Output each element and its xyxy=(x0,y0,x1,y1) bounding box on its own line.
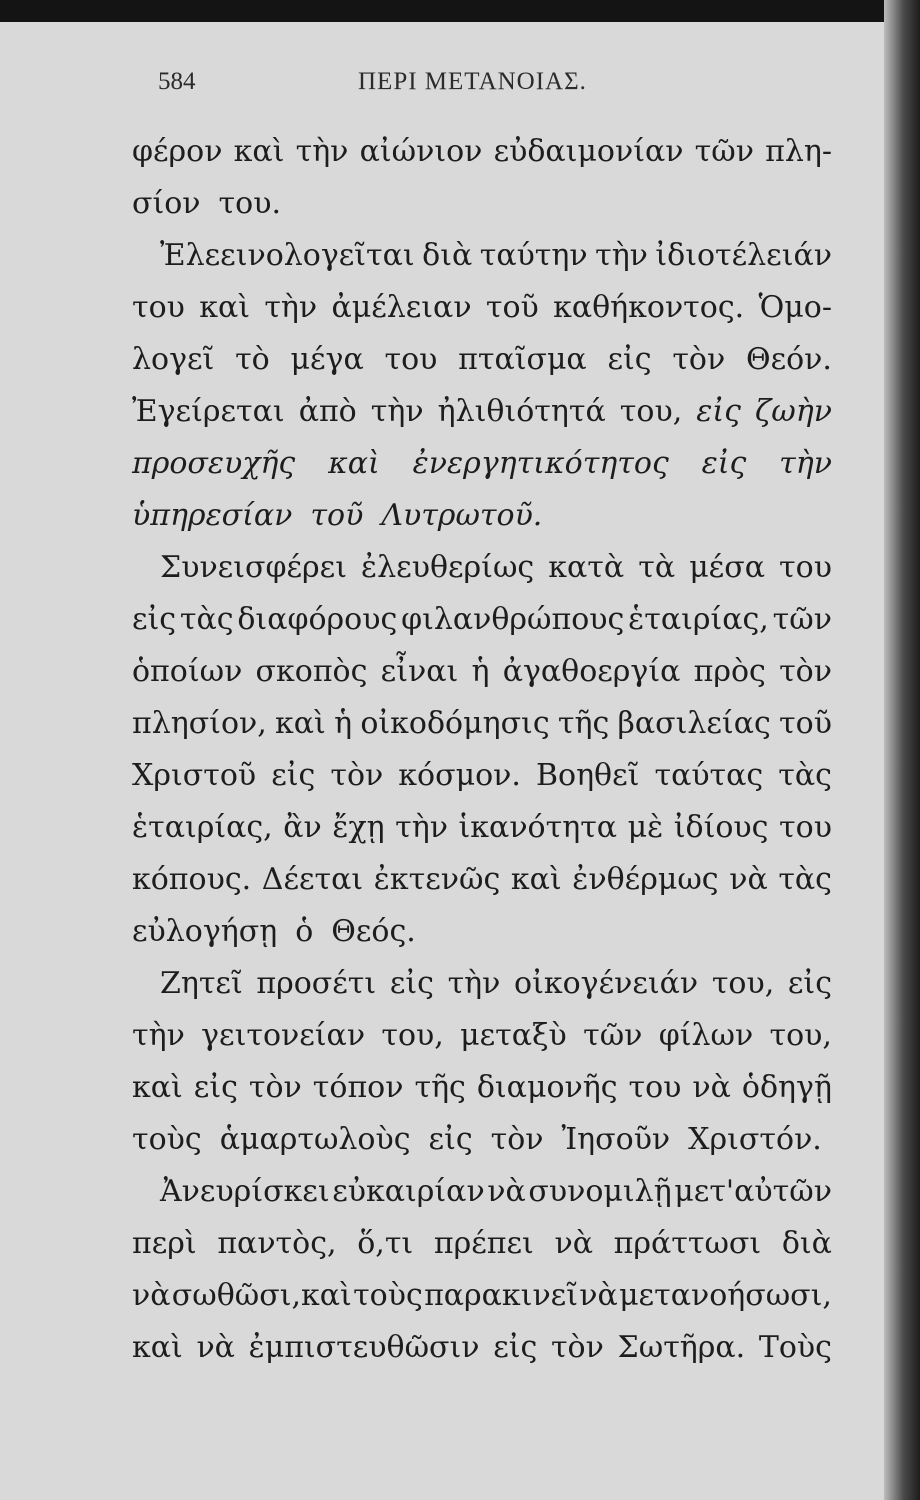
text-line xyxy=(132,1166,832,1218)
text-line xyxy=(132,386,832,438)
word: εἰς xyxy=(493,1330,538,1365)
word: μέσα xyxy=(689,550,765,585)
word: μέγα xyxy=(290,342,364,377)
text-line xyxy=(132,1062,832,1114)
word: φίλων xyxy=(658,1018,754,1053)
text-line xyxy=(132,126,832,178)
word: εἰς xyxy=(701,446,747,481)
text-line xyxy=(132,698,832,750)
word: ἡ xyxy=(334,706,353,741)
word: εἶναι xyxy=(380,654,459,689)
word: τῶν xyxy=(583,1018,643,1053)
word: τὸν xyxy=(550,1330,604,1365)
word: τὴν xyxy=(447,966,501,1001)
word: Ἐλεεινολογεῖται xyxy=(160,238,415,273)
word: Τοὺς xyxy=(758,1330,832,1365)
word: τὴν xyxy=(264,290,318,325)
word: τὸν xyxy=(672,342,726,377)
word: πλησίον, xyxy=(132,706,267,741)
word: ἰδίους xyxy=(673,810,769,845)
word: Λυτρωτοῦ. xyxy=(381,498,543,533)
word: εἰς xyxy=(132,602,177,637)
word: εἰς xyxy=(271,758,316,793)
word: του xyxy=(779,810,832,845)
word: εἰς xyxy=(696,394,741,429)
word: καὶ xyxy=(132,1330,183,1365)
word: τοὺς xyxy=(132,1122,202,1157)
word: του, xyxy=(769,1018,832,1053)
word: σκοπὸς xyxy=(255,654,368,689)
word: πταῖσμα xyxy=(458,342,587,377)
word: ἑταιρίας, xyxy=(628,602,769,637)
word: ἔχῃ xyxy=(332,810,385,845)
word: του, xyxy=(619,394,683,429)
word: ταύτην xyxy=(479,238,588,273)
word: διὰ xyxy=(781,1226,832,1261)
word: του, xyxy=(711,966,775,1001)
word: ἐκτενῶς xyxy=(373,862,501,897)
word: διὰ xyxy=(422,238,473,273)
word: εἰς xyxy=(607,342,652,377)
body-text xyxy=(132,126,832,1374)
word: φιλανθρώπους xyxy=(401,602,625,637)
word: ἂν xyxy=(283,810,322,845)
word: διαμονῆς xyxy=(476,1070,618,1105)
word: ἑταιρίας, xyxy=(132,810,273,845)
word: ἰδιοτέλειάν xyxy=(655,238,832,273)
word: ὁποίων xyxy=(132,654,243,689)
word: τῆς xyxy=(414,1070,466,1105)
text-line xyxy=(132,750,832,802)
word: Ὁμο- xyxy=(758,290,832,325)
word: του. xyxy=(218,186,281,221)
word: προσέτι xyxy=(256,966,377,1001)
word: εἰς xyxy=(428,1122,473,1157)
word: τὴν xyxy=(295,134,349,169)
word: ἁμαρτωλοὺς xyxy=(219,1122,411,1157)
word: πρέπει xyxy=(433,1226,534,1261)
word: πλη- xyxy=(765,134,832,169)
word: Ἰησοῦν xyxy=(561,1122,671,1157)
word: ὅ,τι xyxy=(357,1226,414,1261)
text-line xyxy=(132,1218,832,1270)
page-number: 584 xyxy=(158,68,196,95)
word: τὸ xyxy=(235,342,270,377)
word: του xyxy=(779,550,832,585)
word: νὰ xyxy=(729,862,768,897)
word: τὴν xyxy=(779,446,832,481)
word: τῆς xyxy=(557,706,610,741)
word: εὐλογήσῃ xyxy=(132,914,278,949)
word: Θεός. xyxy=(331,914,416,949)
word: ἱκανότητα xyxy=(458,810,618,845)
word: τῶν xyxy=(694,134,754,169)
text-line xyxy=(132,646,832,698)
word: παρακινεῖ xyxy=(424,1278,578,1313)
word: ὁ xyxy=(295,914,314,949)
text-line xyxy=(132,542,832,594)
word: τὸν xyxy=(490,1122,544,1157)
word: διαφόρους xyxy=(237,602,398,637)
word: τοῦ xyxy=(485,290,539,325)
text-line xyxy=(132,1114,832,1166)
word: νὰ xyxy=(132,1278,171,1313)
text-line xyxy=(132,906,832,958)
word: τὴν xyxy=(595,238,648,273)
word: καὶ xyxy=(275,706,326,741)
word: πράττωσι xyxy=(613,1226,762,1261)
word: αἰώνιον xyxy=(359,134,483,169)
word: ὑπηρεσίαν xyxy=(132,498,293,533)
word: σίον xyxy=(132,186,201,221)
word: κόπους. xyxy=(132,862,252,897)
word: Συνεισφέρει xyxy=(160,550,347,585)
page-gutter-shadow xyxy=(884,0,920,1500)
word: μετ'αὐτῶν xyxy=(674,1174,832,1209)
word: ἀμέλειαν xyxy=(331,290,472,325)
word: νὰ xyxy=(554,1226,593,1261)
scan-top-border xyxy=(0,0,920,22)
word: τὰ xyxy=(638,550,676,585)
word: ἐλευθερίως xyxy=(361,550,535,585)
word: τὴν xyxy=(370,394,424,429)
text-line xyxy=(132,854,832,906)
word: ἡ xyxy=(471,654,490,689)
word: ἐμπιστευθῶσιν xyxy=(248,1330,480,1365)
word: μεταξὺ xyxy=(460,1018,567,1053)
word: καὶ xyxy=(233,134,285,169)
word: Ἐγείρεται xyxy=(132,394,285,429)
word: του, xyxy=(381,1018,444,1053)
word: εὐδαιμονίαν xyxy=(493,134,684,169)
word: περὶ xyxy=(132,1226,197,1261)
page-header xyxy=(158,68,798,108)
word: καὶ xyxy=(510,862,562,897)
word: τόπον xyxy=(312,1070,404,1105)
word: παντὸς, xyxy=(217,1226,337,1261)
word: κατὰ xyxy=(548,550,625,585)
word: του xyxy=(132,290,185,325)
word: τὸν xyxy=(779,654,832,689)
word: νὰ xyxy=(579,1278,618,1313)
word: νὰ xyxy=(196,1330,235,1365)
word: ἐνθέρμως xyxy=(572,862,719,897)
word: λογεῖ xyxy=(132,342,215,377)
word: εὐκαιρίαν xyxy=(332,1174,485,1209)
word: οἰκοδόμησις xyxy=(360,706,550,741)
word: καὶ xyxy=(199,290,250,325)
word: τὰς xyxy=(778,758,832,793)
text-line xyxy=(132,490,832,542)
word: εἰς xyxy=(193,1070,238,1105)
word: τοῦ xyxy=(310,498,364,533)
word: Ἀνευρίσκει xyxy=(160,1174,330,1209)
word: νὰ xyxy=(487,1174,526,1209)
text-line xyxy=(132,802,832,854)
word: Χριστόν. xyxy=(688,1122,822,1157)
word: Δέεται xyxy=(261,862,364,897)
word: του xyxy=(384,342,438,377)
word: τὴν xyxy=(132,1018,185,1053)
text-line xyxy=(132,282,832,334)
word: τὰς xyxy=(778,862,832,897)
word: καὶ xyxy=(132,1070,183,1105)
word: καὶ xyxy=(328,446,380,481)
text-line xyxy=(132,334,832,386)
word: τοὺς xyxy=(353,1278,423,1313)
text-line xyxy=(132,594,832,646)
word: ἀγαθοεργία xyxy=(502,654,681,689)
word: ταύτας xyxy=(654,758,764,793)
word: σωθῶσι,καὶ xyxy=(171,1278,352,1313)
word: τοῦ xyxy=(779,706,832,741)
word: ἐνεργητικότητος xyxy=(412,446,669,481)
word: μὲ xyxy=(627,810,664,845)
word: φέρον xyxy=(132,134,223,169)
word: εἰς xyxy=(389,966,434,1001)
text-line xyxy=(132,1322,832,1374)
text-line xyxy=(132,1270,832,1322)
word: ζωὴν xyxy=(755,394,832,429)
word: ἀπὸ xyxy=(298,394,357,429)
word: τὸν xyxy=(330,758,384,793)
running-head: ΠΕΡΙ ΜΕΤΑΝΟΙΑΣ. xyxy=(358,68,587,95)
word: νὰ xyxy=(692,1070,731,1105)
word: προσευχῆς xyxy=(132,446,296,481)
word: τὸν xyxy=(248,1070,302,1105)
word: πρὸς xyxy=(693,654,766,689)
word: βασιλείας xyxy=(617,706,771,741)
word: κόσμον. xyxy=(398,758,521,793)
word: μετανοήσωσι, xyxy=(619,1278,832,1313)
text-line xyxy=(132,230,832,282)
text-line xyxy=(132,958,832,1010)
word: Χριστοῦ xyxy=(132,758,257,793)
word: τῶν xyxy=(772,602,832,637)
word: εἰς xyxy=(787,966,832,1001)
word: Βοηθεῖ xyxy=(535,758,640,793)
text-line xyxy=(132,438,832,490)
word: οἰκογένειάν xyxy=(514,966,699,1001)
word: του xyxy=(628,1070,682,1105)
text-line xyxy=(132,1010,832,1062)
word: τὰς xyxy=(179,602,234,637)
word: ὁδηγῇ xyxy=(741,1070,832,1105)
word: γειτονείαν xyxy=(201,1018,366,1053)
word: Σωτῆρα. xyxy=(617,1330,746,1365)
word: Θεόν. xyxy=(745,342,832,377)
text-line xyxy=(132,178,832,230)
word: Ζητεῖ xyxy=(160,966,243,1001)
word: καθήκοντος. xyxy=(553,290,745,325)
word: τὴν xyxy=(395,810,448,845)
word: συνομιλῇ xyxy=(528,1174,672,1209)
word: ἠλιθιότητά xyxy=(437,394,606,429)
